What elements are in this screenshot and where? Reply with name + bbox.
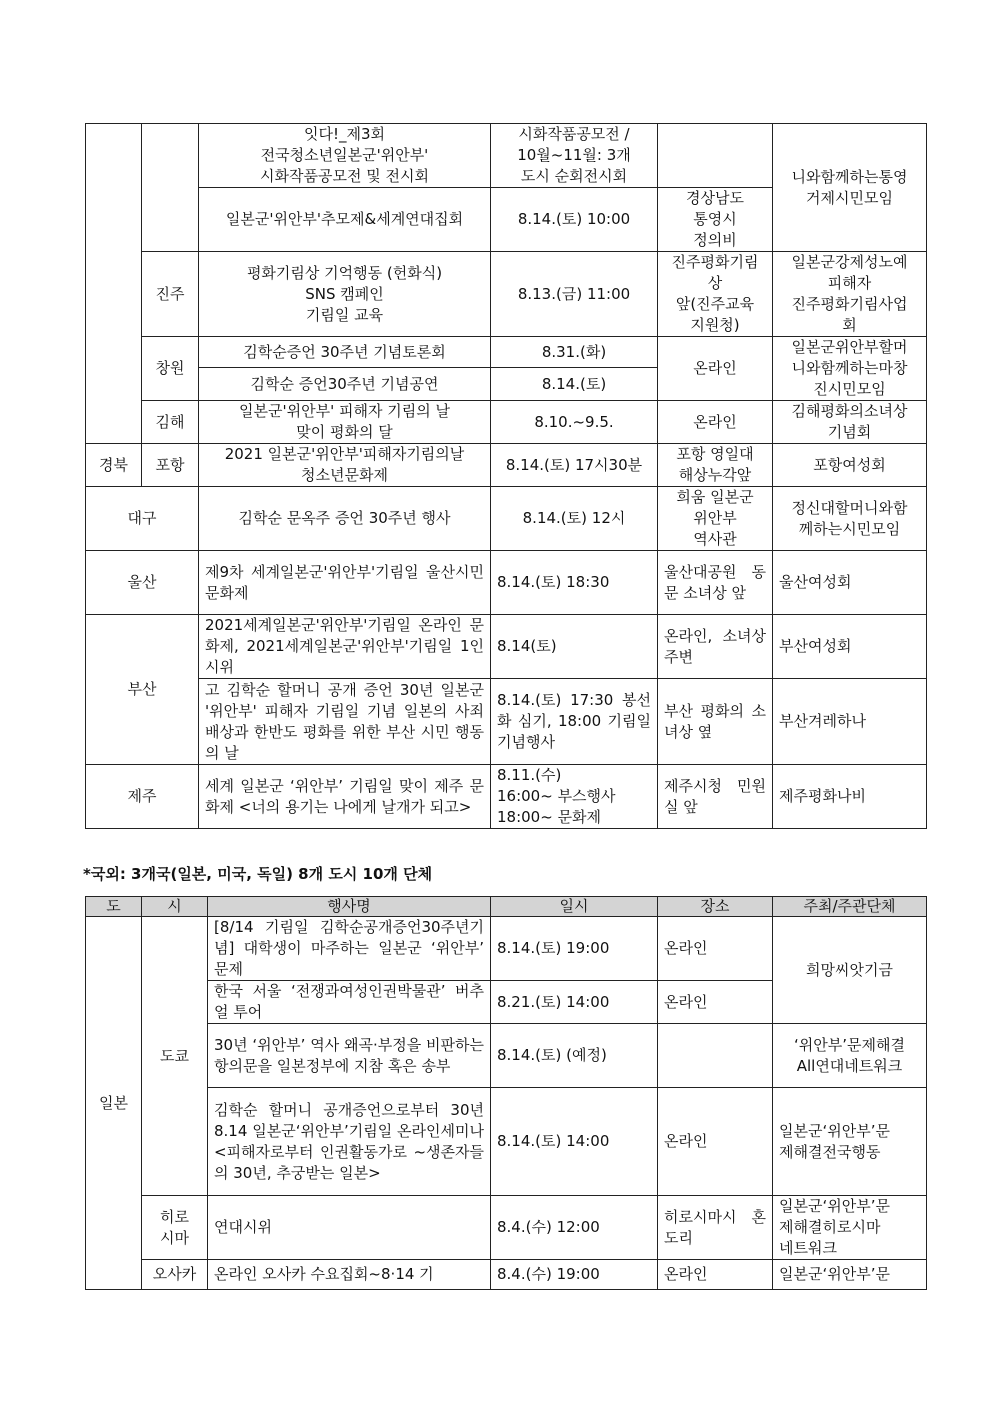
event-date: 시화작품공모전 / 10월~11월: 3개 도시 순회전시회 — [491, 124, 658, 188]
event-date: 8.14.(토) 18:30 — [491, 551, 658, 615]
event-place: 온라인 — [658, 337, 773, 401]
event-place — [658, 1024, 773, 1088]
event-date: 8.14.(토) 10:00 — [491, 188, 658, 252]
event-name: 일본군'위안부' 피해자 기림의 날 맞이 평화의 달 — [199, 401, 491, 444]
event-organizer: 김해평화의소녀상 기념회 — [773, 401, 927, 444]
event-name: 김학순 할머니 공개증언으로부터 30년 8.14 일본군‘위안부’기림일 온라인세미나 <피해자로부터 인권활동가로 ~생존자들의 30년, 추궁받는 일본> — [208, 1088, 491, 1196]
event-organizer: 니와함께하는통영 거제시민모임 — [773, 124, 927, 252]
event-organizer: 일본군위안부할머 니와함께하는마창 진시민모임 — [773, 337, 927, 401]
event-date: 8.4.(수) 19:00 — [491, 1260, 658, 1290]
city-cell: 오사카 — [142, 1260, 208, 1290]
event-place: 제주시청 민원실 앞 — [658, 765, 773, 829]
event-name: [8/14 기림일 김학순공개증언30주년기념] 대학생이 마주하는 일본군 ‘위안부’ 문제 — [208, 917, 491, 981]
column-header-place: 장소 — [658, 897, 773, 917]
table-row — [86, 917, 927, 981]
event-organizer: 일본군‘위안부’문 제해결전국행동 — [773, 1088, 927, 1196]
event-place: 온라인 — [658, 1088, 773, 1196]
city-cell: 창원 — [142, 337, 199, 401]
region-cell: 부산 — [86, 615, 199, 765]
overseas-section-note: *국외: 3개국(일본, 미국, 독일) 8개 도시 10개 단체 — [83, 865, 433, 883]
event-date: 8.14.(토) 12시 — [491, 487, 658, 551]
event-name: 30년 ‘위안부’ 역사 왜곡·부정을 비판하는 항의문을 일본정부에 지참 혹은 송부 — [208, 1024, 491, 1088]
event-name: 2021세계일본군'위안부'기림일 온라인 문화제, 2021세계일본군'위안부'기림일 1인시위 — [199, 615, 491, 679]
event-name: 한국 서울 ‘전쟁과여성인권박물관’ 버추얼 투어 — [208, 981, 491, 1024]
column-header-date: 일시 — [491, 897, 658, 917]
event-place: 부산 평화의 소녀상 옆 — [658, 679, 773, 765]
event-place: 온라인 — [658, 1260, 773, 1290]
event-place: 온라인 — [658, 401, 773, 444]
event-organizer: 일본군‘위안부’문 — [773, 1260, 927, 1290]
table-row — [86, 487, 927, 551]
city-cell — [142, 124, 199, 252]
region-cell: 울산 — [86, 551, 199, 615]
table-row — [86, 765, 927, 829]
city-cell: 포항 — [142, 444, 199, 487]
event-date: 8.4.(수) 12:00 — [491, 1196, 658, 1260]
column-header-province: 도 — [86, 897, 142, 917]
column-header-city: 시 — [142, 897, 208, 917]
event-place: 온라인 — [658, 917, 773, 981]
event-place: 희움 일본군 위안부 역사관 — [658, 487, 773, 551]
event-organizer: 희망씨앗기금 — [773, 917, 927, 1024]
event-date: 8.31.(화) — [491, 337, 658, 368]
event-date: 8.14.(토) 17:30 봉선화 심기, 18:00 기림일 기념행사 — [491, 679, 658, 765]
event-organizer: 부산여성회 — [773, 615, 927, 679]
event-place — [658, 124, 773, 188]
city-cell: 김해 — [142, 401, 199, 444]
region-cell: 대구 — [86, 487, 199, 551]
event-date: 8.14.(토) 17시30분 — [491, 444, 658, 487]
event-date: 8.11.(수) 16:00~ 부스행사 18:00~ 문화제 — [491, 765, 658, 829]
table-row — [86, 1260, 927, 1290]
event-date: 8.10.~9.5. — [491, 401, 658, 444]
city-cell: 히로 시마 — [142, 1196, 208, 1260]
event-place: 히로시마시 혼도리 — [658, 1196, 773, 1260]
event-place: 울산대공원 동문 소녀상 앞 — [658, 551, 773, 615]
event-date: 8.14.(토) 14:00 — [491, 1088, 658, 1196]
event-date: 8.21.(토) 14:00 — [491, 981, 658, 1024]
table-row — [86, 337, 927, 368]
table-row — [86, 444, 927, 487]
table-row — [86, 124, 927, 188]
column-header-event: 행사명 — [208, 897, 491, 917]
event-organizer: 울산여성회 — [773, 551, 927, 615]
event-name: 온라인 오사카 수요집회~8·14 기 — [208, 1260, 491, 1290]
overseas-events-table — [85, 896, 927, 1290]
event-name: 김학순 문옥주 증언 30주년 행사 — [199, 487, 491, 551]
event-date: 8.14.(토) — [491, 368, 658, 401]
column-header-organizer: 주최/주관단체 — [773, 897, 927, 917]
province-cell — [86, 124, 142, 444]
city-cell: 도쿄 — [142, 917, 208, 1196]
event-name: 김학순증언 30주년 기념토론회 — [199, 337, 491, 368]
event-date: 8.13.(금) 11:00 — [491, 252, 658, 337]
domestic-events-table — [85, 123, 927, 829]
event-name: 제9차 세계일본군'위안부'기림일 울산시민문화제 — [199, 551, 491, 615]
event-name: 잇다!_제3회 전국청소년일본군'위안부' 시화작품공모전 및 전시회 — [199, 124, 491, 188]
event-organizer: 정신대할머니와함 께하는시민모임 — [773, 487, 927, 551]
event-organizer: 일본군강제성노예 피해자 진주평화기림사업 회 — [773, 252, 927, 337]
event-organizer: 제주평화나비 — [773, 765, 927, 829]
event-name: 고 김학순 할머니 공개 증언 30년 일본군 '위안부' 피해자 기림일 기념 일본의 사죄 배상과 한반도 평화를 위한 부산 시민 행동의 날 — [199, 679, 491, 765]
table-row — [86, 551, 927, 615]
event-organizer: ‘위안부’문제해결 All연대네트워크 — [773, 1024, 927, 1088]
table-row — [86, 1024, 927, 1088]
table-row — [86, 1196, 927, 1260]
table-row — [86, 1088, 927, 1196]
event-organizer: 부산겨레하나 — [773, 679, 927, 765]
table-row — [86, 679, 927, 765]
city-cell: 진주 — [142, 252, 199, 337]
table-row — [86, 401, 927, 444]
region-cell: 제주 — [86, 765, 199, 829]
event-date: 8.14.(토) (예정) — [491, 1024, 658, 1088]
event-name: 연대시위 — [208, 1196, 491, 1260]
table-header-row — [86, 897, 927, 917]
event-date: 8.14.(토) 19:00 — [491, 917, 658, 981]
event-name: 김학순 증언30주년 기념공연 — [199, 368, 491, 401]
event-place: 포항 영일대 해상누각앞 — [658, 444, 773, 487]
event-organizer: 일본군‘위안부’문 제해결히로시마 네트워크 — [773, 1196, 927, 1260]
event-place: 진주평화기림 상 앞(진주교육 지원청) — [658, 252, 773, 337]
event-place: 온라인, 소녀상주변 — [658, 615, 773, 679]
table-row — [86, 615, 927, 679]
province-cell: 일본 — [86, 917, 142, 1290]
event-name: 세계 일본군 ‘위안부’ 기림일 맞이 제주 문화제 <너의 용기는 나에게 날개가 되고> — [199, 765, 491, 829]
event-place: 온라인 — [658, 981, 773, 1024]
event-name: 일본군'위안부'추모제&세계연대집회 — [199, 188, 491, 252]
event-date: 8.14(토) — [491, 615, 658, 679]
province-cell: 경북 — [86, 444, 142, 487]
event-organizer: 포항여성회 — [773, 444, 927, 487]
event-place: 경상남도 통영시 정의비 — [658, 188, 773, 252]
event-name: 평화기림상 기억행동 (헌화식) SNS 캠페인 기림일 교육 — [199, 252, 491, 337]
table-row — [86, 252, 927, 337]
event-name: 2021 일본군'위안부'피해자기림의날 청소년문화제 — [199, 444, 491, 487]
